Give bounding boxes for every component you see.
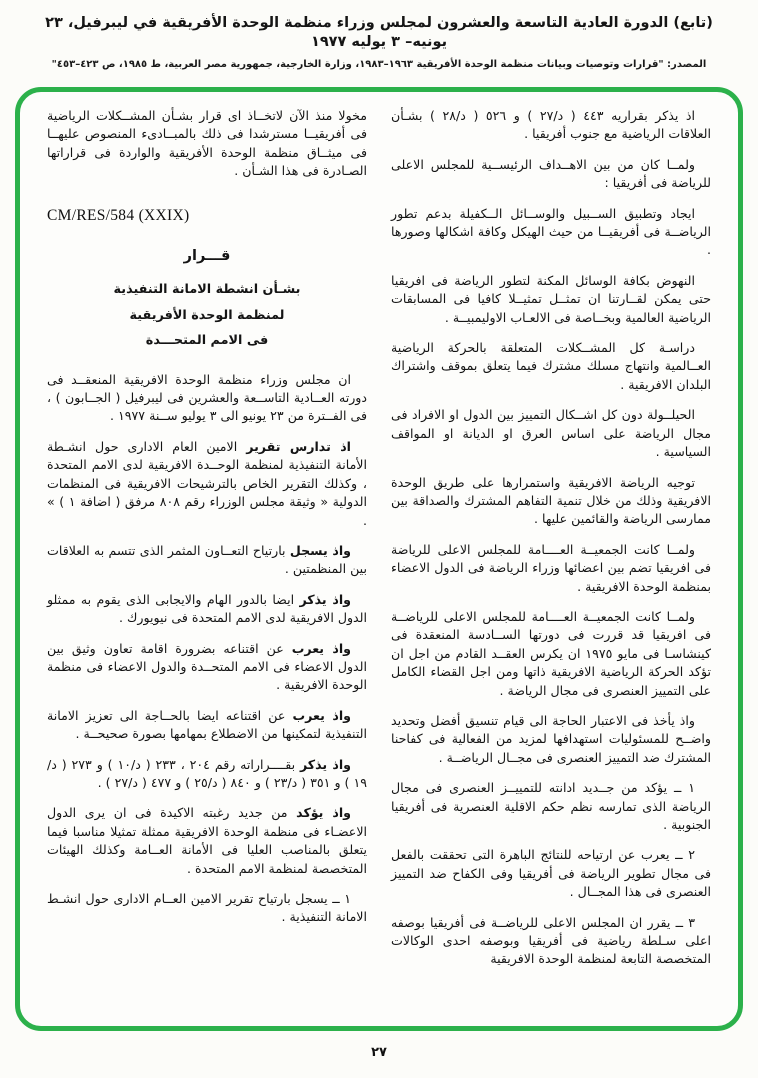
paragraph-text: عن اقتناعه بضرورة اقامة تعاون وثيق بين الدول الاعضاء فى الامم المتحــدة والدول الاعضاء فى منظمة الوحدة الافريقية . — [47, 640, 367, 693]
resolution-heading: قـــرار — [183, 248, 231, 265]
paragraph-lead: واذ يذكر — [299, 756, 351, 772]
paragraph — [47, 591, 367, 628]
page-header — [0, 14, 758, 70]
continuation-paragraph: مخولا منذ الآن لاتخــاذ اى قرار بشـأن المشــكلات الرياضية فى أفريقيــا مسترشدا فى ذلك بالمبــادىء المنصوص عليهــا فى ميثــاق منظمة الوحدة الأفريقية والواردة فى قراراتها الصـادرة فى هذا الشـأن . — [47, 108, 367, 179]
paragraph — [47, 756, 367, 793]
resolution-subtitle-line3: فى الامم المتحـــدة — [145, 333, 269, 349]
paragraph-text: عن اقتناعه ايضا بالحــاجة الى تعزيز الامانة التنفيذية لتمكينها من الاضطلاع بمهامها بصورة صحيحــة . — [47, 707, 367, 742]
green-border-frame — [15, 87, 743, 1031]
paragraph-lead: واذ يسجل — [289, 542, 351, 558]
source-citation: المصدر: "قرارات وتوصيات وبيانات منظمة الوحدة الأفريقية ١٩٦٣–١٩٨٣، وزارة الخارجية، جمهورية مصر العربية، ط ١٩٨٥، ص ٤٢٣–٤٥٣" — [51, 58, 707, 70]
paragraph-text: بارتياح التعــاون المثمر الذى تتسم به العلاقات بين المنظمتين . — [47, 542, 367, 577]
paragraph-lead: واذ يؤكد — [296, 805, 351, 821]
paragraph: ايجاد وتطبيق الســبيل والوســائل الــكفيلة بدعم تطور الرياضــة فى أفريقيــا من حيث الهيكل وكافة اشكالها وصورها . — [391, 205, 711, 258]
paragraph-text: ١ ــ يسجل بارتياح تقرير الامين العــام الادارى حول انشـط الامانة التنفيذية . — [47, 891, 367, 925]
left-column — [47, 107, 367, 1016]
resolution-subtitle-line2: لمنظمة الوحدة الأفريقية — [129, 307, 285, 323]
paragraph-text: الامين العام الادارى حول انشـطة الأمانة التنفيذية لمنظمة الوحــدة الافريقية لدى الامم المتحدة ، وكذلك التقرير الخاص بالترشيحات الافريقية فى المنظمات الدولية « وثيقة مجلس الوزراء رقم ٨٠٨ مرفق ( اضافة ١ ) » . — [47, 438, 368, 528]
paragraph — [47, 804, 367, 878]
paragraph: الحيلــولة دون كل اشــكال التمييز بين الدول او الافراد فى مجال الرياضة على اساس العرق او الديانة او المواقف السياسية . — [391, 407, 711, 460]
numbered-clause-3: ٣ ــ يقرر ان المجلس الاعلى للرياضــة فى أفريقيا بوصفه اعلى سـلطة رياضية فى أفريقيا وبوصفه احدى الوكالات المتخصصة التابعة لمنظمة الوحدة الافريقية — [391, 914, 711, 967]
resolution-reference: CM/RES/584 (XXIX) — [47, 206, 190, 224]
paragraph: ولمــا كانت الجمعيــة العــــامة للمجلس الاعلى للرياضة فى افريقيا تضم بين اعضائها وزراء الرياضة فى الدول الاعضاء بمنظمة الوحدة الافريقية . — [391, 541, 711, 594]
paragraph: النهوض بكافة الوسائل المكنة لتطور الرياضة فى افريقيا حتى يمكن لقــارتنا ان تمثــل تمثيــلا كافيا فى المسابقات الرياضية العالمية وبخــاصة فى الالعـاب الاوليمبيــة . — [391, 272, 711, 325]
paragraph: واذ يأخذ فى الاعتبار الحاجة الى قيام تنسيق أفضل وتحديد واضــح للمسئوليات استهدافها لمزيد من الفعالية فى كفاحنا المشترك ضد التمييز العنصرى فى مجــال الرياضــة . — [391, 712, 711, 765]
paragraph: توجيه الرياضة الافريقية واستمرارها على طريق الوحدة الافريقية وذلك من خلال تنمية التفاهم المشترك والصداقة بين ممارسى الرياضة والقائمين عليها . — [391, 474, 711, 527]
numbered-clause-1 — [47, 890, 367, 927]
paragraph-lead: واذ يذكر — [299, 591, 351, 607]
paragraph: ولمــا كان من بين الاهــداف الرئيســية للمجلس الاعلى للرياضة فى أفريقيا : — [391, 156, 711, 191]
paragraph-text: ان مجلس وزراء منظمة الوحدة الافريقية المنعقــد فى دورته العــادية التاســعة والعشرين فى ليبرفيل ( الجــابون ) ، فى الفــترة من ٢٣ يونيو الى ٣ يوليو ســنة ١٩٧٧ . — [47, 371, 367, 424]
paragraph-text: ايضا بالدور الهام والايجابى الذى يقوم به ممثلو الدول الافريقية لدى الامم المتحدة فى نيويورك . — [47, 591, 367, 626]
paragraph-lead: واذ يعرب — [292, 707, 351, 723]
numbered-clause-1: ١ ــ يؤكد من جــديد ادانته للتمييــز العنصرى فى مجال الرياضة الذى تمارسه نظم حكم الاقلية العنصرية فى أفريقيا الجنوبية . — [391, 780, 711, 832]
paragraph — [47, 371, 367, 426]
paragraph-lead: اذ تدارس تقرير — [246, 438, 351, 454]
paragraph: ولمــا كانت الجمعيــة العــــامة للمجلس الاعلى للرياضــة فى افريقيا قد قررت فى دورتها الســادسة المنعقدة فى كينشاسـا فى مايو ١٩٧٥ ان يكرس العقــد القادم من اجل ان تؤكد الحركة الرياضية الافريقية ذاتها ومن اجل القضاء الكامل على التمييز العنصرى فى مجال الرياضة . — [391, 608, 711, 698]
paragraph — [47, 640, 367, 695]
paragraph: اذ يذكر بقراريه ٤٤٣ ( د/٢٧ ) و ٥٢٦ ( د/٢٨ ) بشـأن العلاقات الرياضية مع جنوب أفريقيا . — [391, 108, 711, 142]
numbered-clause-2: ٢ ــ يعرب عن ارتياحه للنتائج الباهرة التى تحققت بالفعل فى مجال تطوير الرياضة فى أفريقيا وفى الكفاح ضد التمييز العنصرى فى هذا المجــال . — [391, 847, 711, 900]
paragraph — [47, 542, 367, 579]
right-column — [391, 107, 711, 1016]
paragraph-text: بقــــراراته رقم ٢٠٤ ، ٢٣٣ ( د/١٠ ) و ٢٧٣ ( د/١٩ ) و ٣٥١ ( د/٢٣ ) و ٨٤٠ ( د/٢٥ ) و ٤٧٧ ( د/٢٧ ) . — [47, 756, 367, 790]
page-number: ٢٧ — [371, 1045, 387, 1060]
paragraph — [47, 438, 367, 530]
session-title: (تابع) الدورة العادية التاسعة والعشرون لمجلس وزراء منظمة الوحدة الأفريقية في ليبرفيل، ٢٣ يونيه– ٣ يوليه ١٩٧٧ — [45, 15, 713, 50]
paragraph-lead: واذ يعرب — [291, 640, 351, 656]
resolution-subtitle-line1: بشـأن انشطة الامانة التنفيذية — [113, 282, 301, 298]
paragraph: دراسـة كل المشــكلات المتعلقة بالحركة الرياضية العــالمية وانتهاج مسلك مشترك فيما يتعلق بموقف واشتراك البلدان الافريقية . — [391, 340, 711, 392]
two-column-layout — [20, 92, 738, 1026]
paragraph-text: من جديد رغبته الاكيدة فى ان يرى الدول الاعضـاء فى منظمة الوحدة الافريقية ممثلة تمثيلا مناسبا فيما يتعلق بالمناصب العليا فى الأمانة العــامة وكذلك الهيئات المتخصصة لمنظمة الامم المتحدة . — [47, 805, 367, 876]
paragraph — [47, 707, 367, 744]
